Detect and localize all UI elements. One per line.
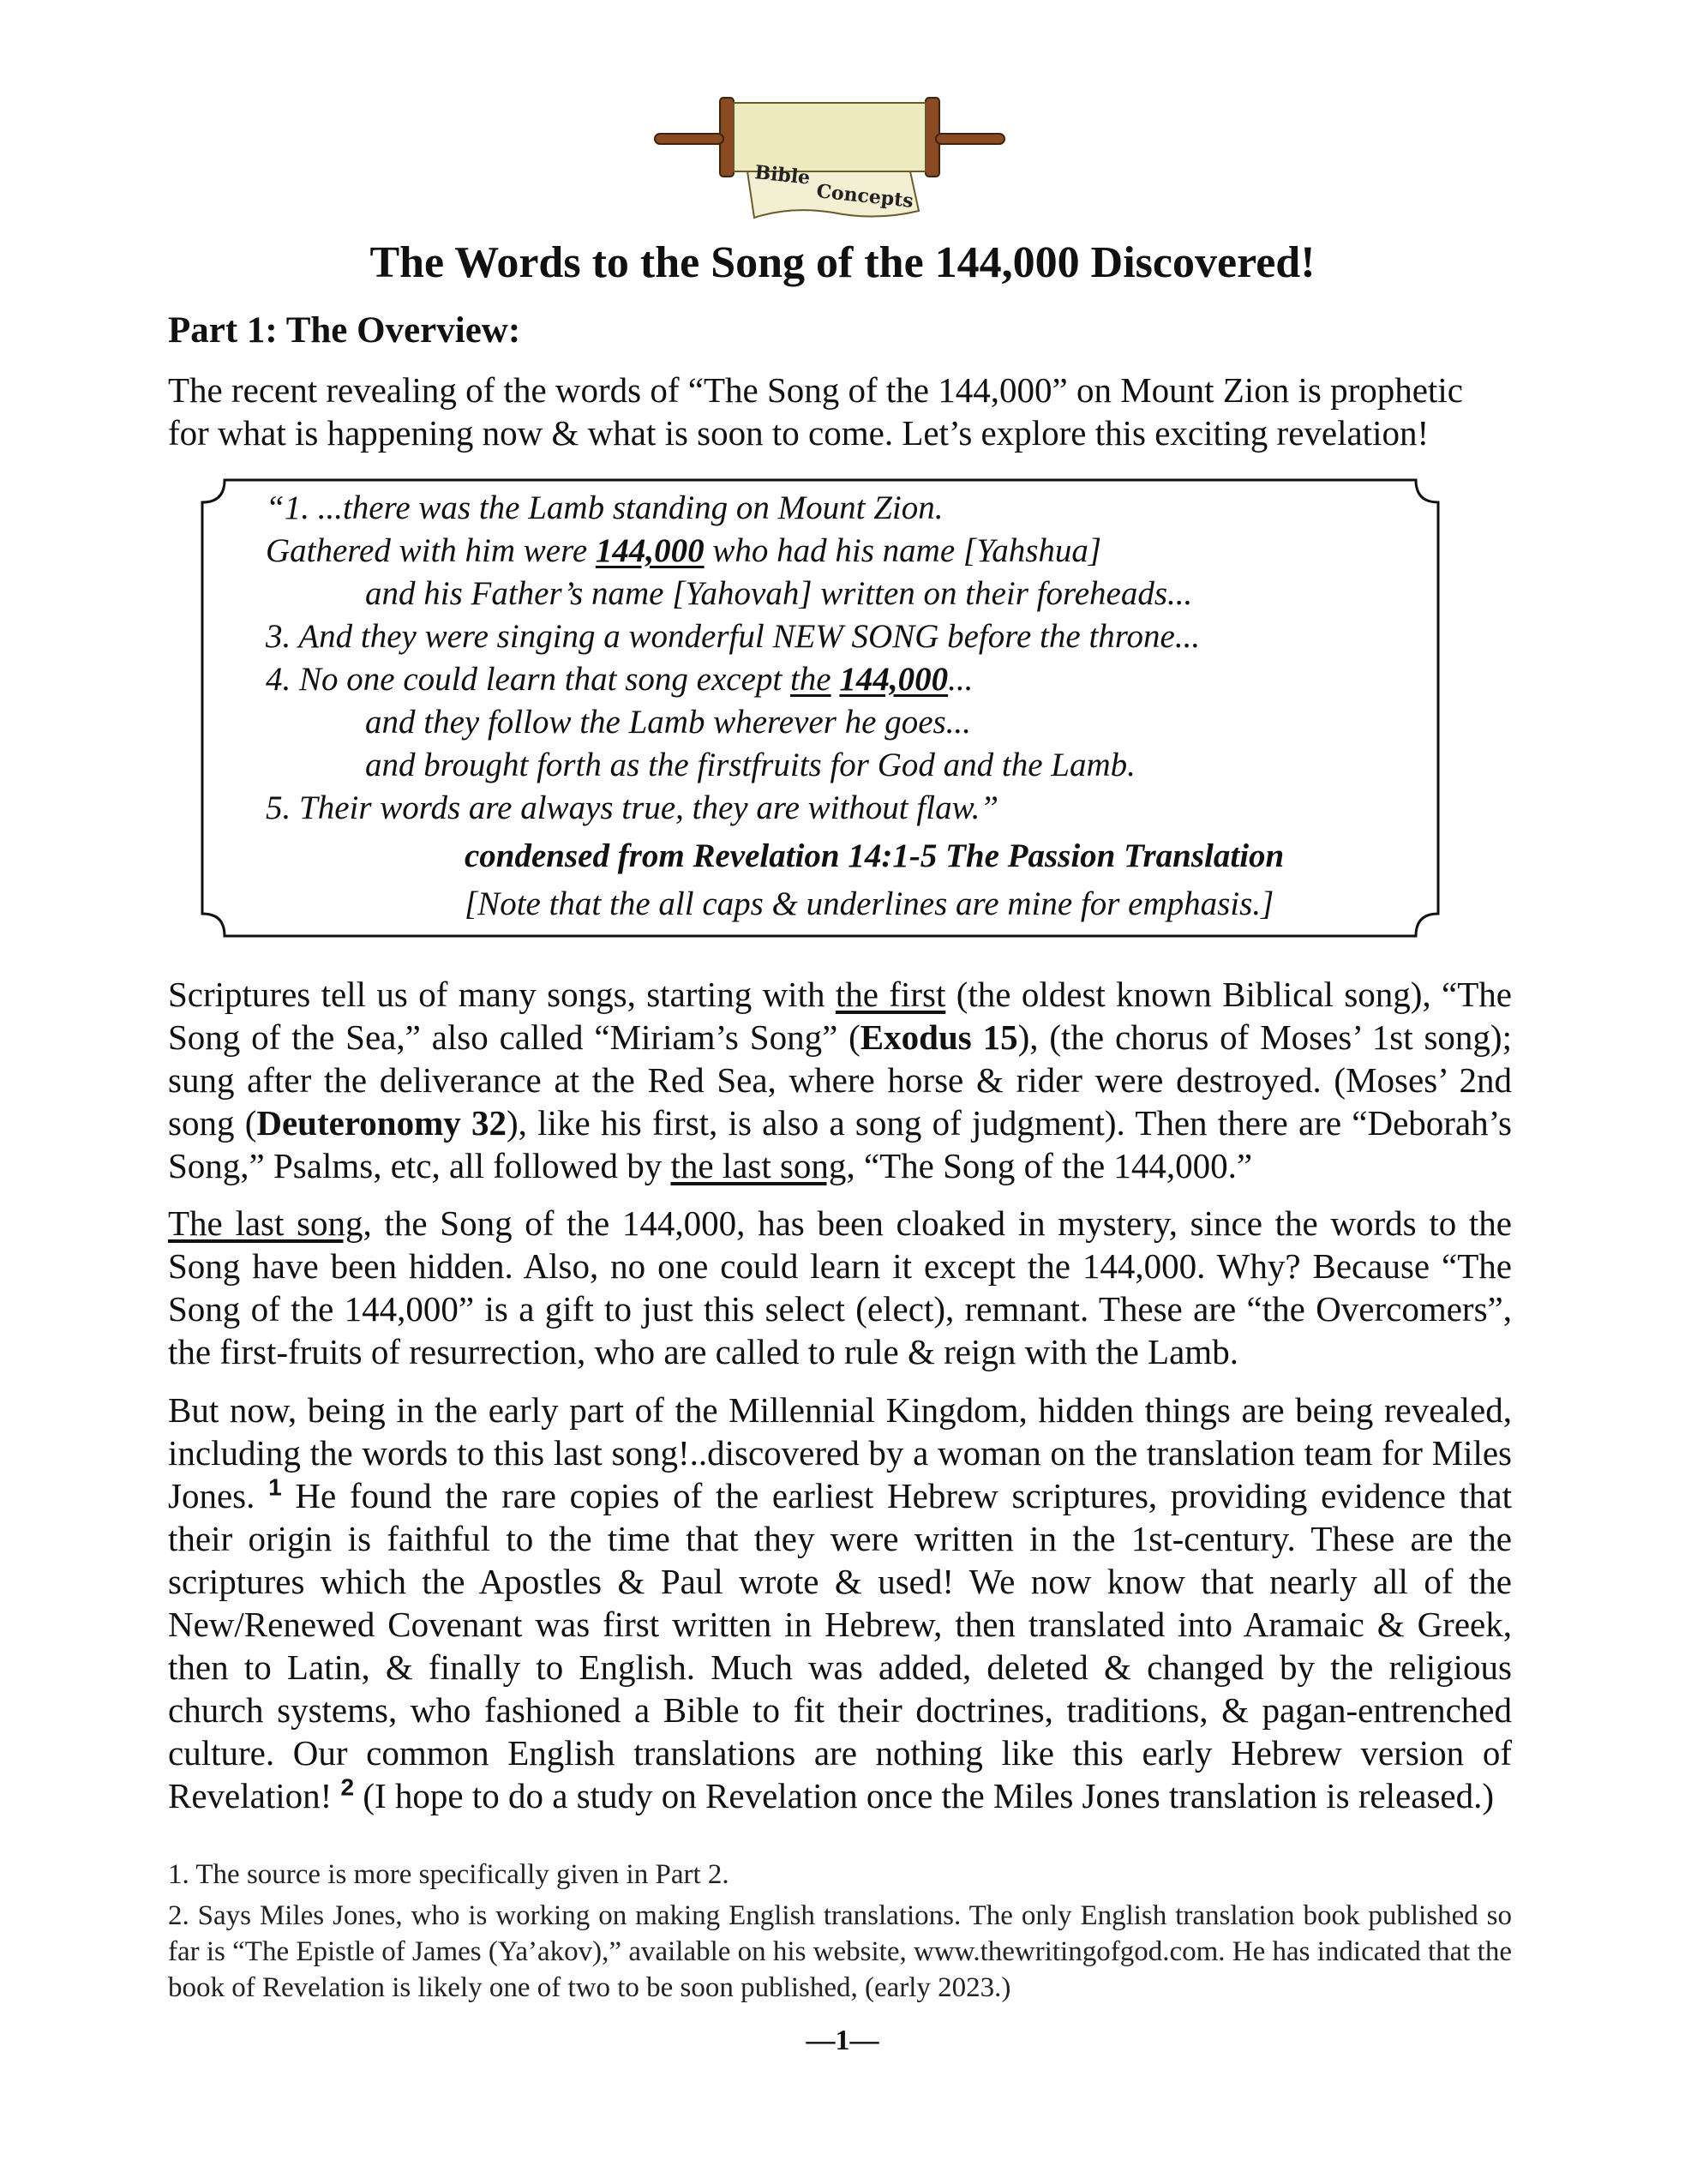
scripture-quote [266,487,1406,926]
quote-line: and his Father’s name [Yahovah] written on their foreheads... [365,575,1193,612]
quote-line: “1. ...there was the Lamb standing on Mount Zion. [266,489,944,526]
page-number: —1— [806,2025,879,2056]
footnote-2: 2. Says Miles Jones, who is working on making English translations. The only English translation book published so far is “The Epistle of James (Ya’akov),” available on his website, www.thewritingofgod.com. He has indicated that the book of Revelation is likely one of two to be soon published, (early 2023.) [168,1900,1512,2003]
bible-concepts-scroll-logo [653,93,1006,221]
footnote-ref-2[interactable]: 2 [340,1773,355,1801]
quote-note: [Note that the all caps & underlines are mine for emphasis.] [465,885,1274,922]
emphasis-144000: 144,000 [839,661,949,698]
body-paragraph-songs: Scriptures tell us of many songs, starting with the first (the oldest known Biblical song), “The Song of the Sea,” also called “Miriam’s Song” (Exodus 15), (the chorus of Moses’ 1st song); sung after the deliverance at the Red Sea, where horse & rider were destroyed. (Moses’ 2nd song (Deuteronomy 32), like his first, is also a song of judgment). Then there are “Deborah’s Song,” Psalms, etc, all followed by the last song, “The Song of the 144,000.” [168,975,1513,1185]
body-paragraph-last-song: The last song, the Song of the 144,000, has been cloaked in mystery, since the words to the Song have been hidden. Also, no one could learn it except the 144,000. Why? Because “The Song of the 144,000” is a gift to just this select (elect), remnant. These are “the Overcomers”, the first-fruits of resurrection, who are called to rule & reign with the Lamb. [168,1203,1512,1371]
logo-text-concepts: Concepts [815,180,914,213]
quote-citation: condensed from Revelation 14:1-5 The Passion Translation [465,837,1285,874]
page-title: The Words to the Song of the 144,000 Discovered! [369,238,1316,287]
quote-line: 4. No one could learn that song except the 144,000... [266,661,974,698]
quote-line: and brought forth as the firstfruits for God and the Lamb. [365,747,1136,783]
emphasis-144000: 144,000 [595,532,705,569]
quote-line: and they follow the Lamb wherever he goes... [365,704,971,741]
quote-line: 5. Their words are always true, they are without flaw.” [266,789,999,826]
footnote-ref-1[interactable]: 1 [268,1473,282,1501]
intro-paragraph: The recent revealing of the words of “The Song of the 144,000” on Mount Zion is prophetic for what is happening now & what is soon to come. Let’s explore this exciting revelation! [168,370,1463,453]
quote-line: Gathered with him were 144,000 who had his name [Yahshua] [266,532,1102,569]
part-heading: Part 1: The Overview: [168,310,521,351]
logo-text-bible: Bible [753,161,812,189]
footnote-1: 1. The source is more specifically given in Part 2. [168,1859,729,1890]
footnotes [168,1857,1512,2006]
body-paragraph-revealed: But now, being in the early part of the Millennial Kingdom, hidden things are being revealed, including the words to this last song!..discovered by a woman on the translation team for Miles Jones. $^1$ He found the rare copies of the earliest Hebrew scriptures, providing evidence that their origin is faithful to the time that they were written in the 1st-century. These are the scriptures which the Apostles & Paul wrote & used! We now know that nearly all of the New/Renewed Covenant was first written in Hebrew, then translated into Aramaic & Greek, then to Latin, & finally to English. Much was added, deleted & changed by the religious church systems, who fashioned a Bible to fit their doctrines, traditions, & pagan-entrenched culture. Our common English translations are nothing like this early Hebrew version of Revelation! $^2$ (I hope to do a study on Revelation once the Miles Jones translation is released.) [168,1390,1513,1815]
quote-line: 3. And they were singing a wonderful NEW SONG before the throne... [266,618,1201,655]
